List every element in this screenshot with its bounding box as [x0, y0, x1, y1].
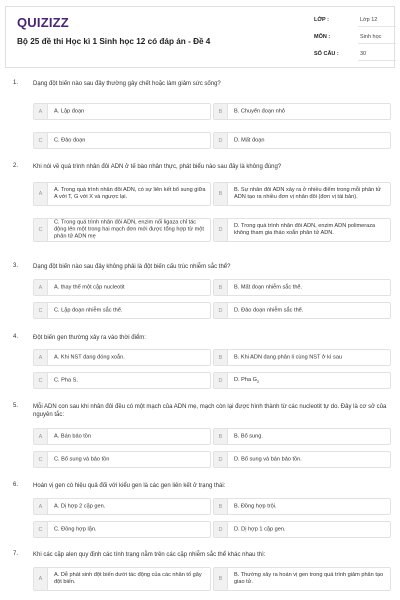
- q5-option-d[interactable]: D D. Bổ sung và bán bảo tồn.: [213, 451, 391, 468]
- worksheet-title: Bộ 25 đề thi Học kì 1 Sinh học 12 có đáp án - Đề 4: [17, 37, 211, 46]
- question-text: Hoán vị gen có hiệu quả đối với kiểu gen là các gen liên kết ở trạng thái:: [33, 483, 226, 489]
- question-number: 6.: [13, 482, 19, 488]
- question-text: Khi nói về quá trình nhân đôi ADN ở tế bào nhân thực, phát biểu nào sau đây là không đúng?: [33, 164, 282, 170]
- q4-option-c[interactable]: C C. Pha S.: [33, 372, 211, 389]
- q3-option-d[interactable]: D D. Đảo đoạn nhiễm sắc thể.: [213, 302, 391, 319]
- q2-option-d[interactable]: D D. Trong quá trình nhân đôi ADN, enzim ADN polimeraza không tham gia tháo xoắn phân tử ADN.: [213, 218, 391, 242]
- q2-option-b[interactable]: B B. Sự nhân đôi ADN xảy ra ở nhiều điểm trong mỗi phân tử ADN tạo ra nhiều đơn vị nhân đôi (đơn vị tái bản).: [213, 182, 391, 206]
- question-number: 3.: [13, 263, 19, 269]
- question-number: 2.: [13, 163, 19, 169]
- question-text: Mỗi ADN con sau khi nhân đôi đều có một mạch của ADN mẹ, mạch còn lại được hình thành từ các nucleotit tự do. Đây là cơ sở của nguyên tắc:: [33, 404, 387, 418]
- pha-g2-label: D. Pha $G_2$: [234, 376, 260, 384]
- q5-option-b[interactable]: B B. Bổ sung.: [213, 428, 391, 445]
- q4-option-d[interactable]: D D. Pha $G_2$: [213, 372, 391, 389]
- q5-option-a[interactable]: A A. Bán bảo tồn: [33, 428, 211, 445]
- question-number: 5.: [13, 403, 19, 409]
- q2-option-a[interactable]: A A. Trong quá trình nhân đôi ADN, có sự liên kết bổ sung giữa A với T, G với X và ngược lại.: [33, 182, 211, 206]
- q3-option-a[interactable]: A A. thay thế một cặp nucleotit: [33, 279, 211, 296]
- question-text: Dạng đột biến nào sau đây không phải là đột biến cấu trúc nhiễm sắc thể?: [33, 264, 231, 270]
- worksheet-meta: LỚP : Lớp 12 MÔN : Sinh học SỐ CÂU : 30: [310, 7, 396, 67]
- quizizz-logo: QUIZIZZ: [17, 15, 69, 30]
- q6-option-d[interactable]: D D. Dị hợp 1 cặp gen.: [213, 521, 391, 538]
- worksheet-header: [5, 6, 395, 68]
- q1-option-a[interactable]: A A. Lặp đoạn: [33, 103, 211, 120]
- q7-option-a[interactable]: A A. Dễ phát sinh đột biến dưới tác động của các nhân tố gây đột biến.: [33, 567, 211, 591]
- q2-option-c[interactable]: C C. Trong quá trình nhân đôi ADN, enzim nối ligaza chỉ tác động lên một trong hai mạch đơn mới được tổng hợp từ một phân tử ADN mẹ: [33, 218, 211, 242]
- question-text: Khi các cặp alen quy định các tính trạng nằm trên các cặp nhiễm sắc thể khác nhau thì:: [33, 552, 266, 558]
- pha-g2-text: [234, 376, 386, 384]
- question-number: 4.: [13, 334, 19, 340]
- question-text: Dạng đột biến nào sau đây thường gây chết hoặc làm giảm sức sống?: [33, 81, 221, 87]
- q1-option-c[interactable]: C C. Đảo đoạn: [33, 132, 211, 149]
- q3-option-c[interactable]: C C. Lặp đoạn nhiễm sắc thể.: [33, 302, 211, 319]
- q7-option-b[interactable]: B B. Thường xảy ra hoán vị gen trong quá trình giảm phân tạo giao tử.: [213, 567, 391, 591]
- q3-option-b[interactable]: B B. Mất đoạn nhiễm sắc thể.: [213, 279, 391, 296]
- question-text: Đột biến gen thường xảy ra vào thời điểm:: [33, 335, 146, 341]
- q1-option-d[interactable]: D D. Mất đoạn: [213, 132, 391, 149]
- q5-option-c[interactable]: C C. Bổ sung và bảo tồn: [33, 451, 211, 468]
- q6-option-c[interactable]: C C. Đồng hợp lặn.: [33, 521, 211, 538]
- q4-option-a[interactable]: A A. Khi NST đang đóng xoắn.: [33, 349, 211, 366]
- question-number: 1.: [13, 80, 19, 86]
- question-number: 7.: [13, 551, 19, 557]
- q1-option-b[interactable]: B B. Chuyển đoạn nhỏ: [213, 103, 391, 120]
- q4-option-b[interactable]: B B. Khi ADN đang phân li cùng NST ở kì sau: [213, 349, 391, 366]
- q6-option-a[interactable]: A A. Dị hợp 2 cặp gen.: [33, 498, 211, 515]
- q6-option-b[interactable]: B B. Đồng hợp trội.: [213, 498, 391, 515]
